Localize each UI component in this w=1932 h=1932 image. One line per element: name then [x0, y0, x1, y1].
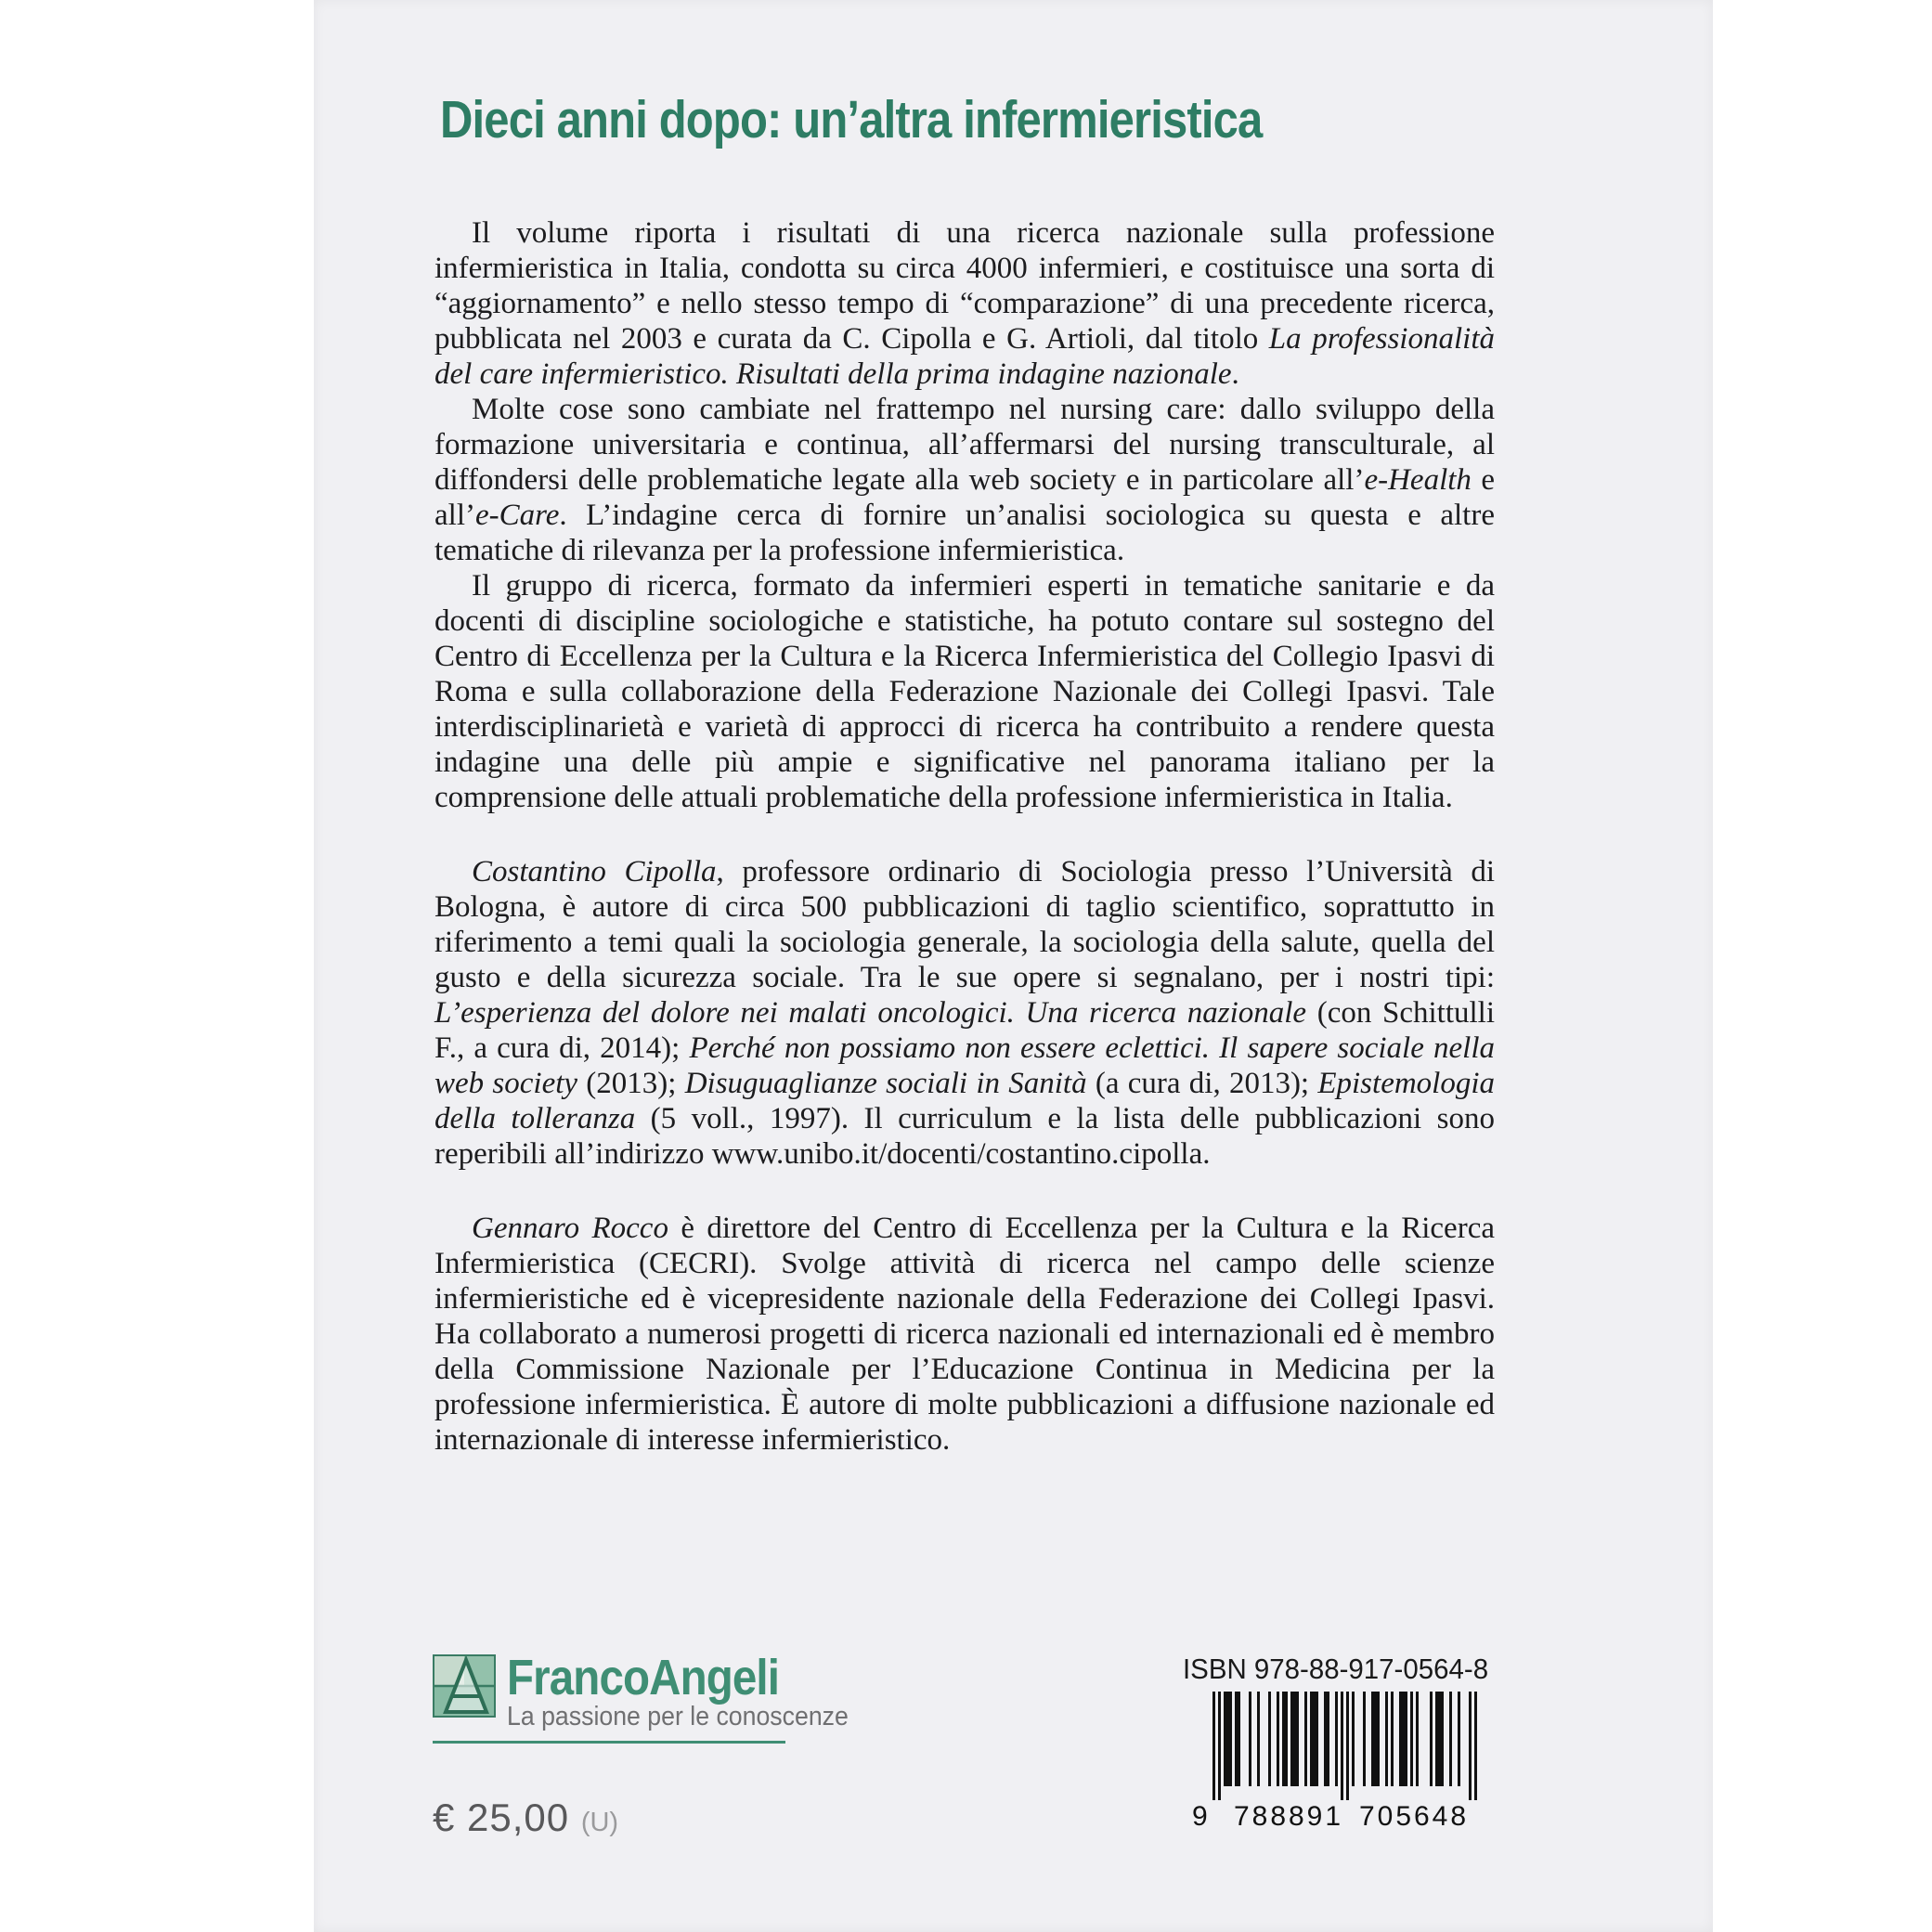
svg-text:9: 9: [1192, 1801, 1208, 1831]
text-run: e all’: [434, 463, 1495, 532]
isbn-label: ISBN 978-88-917-0564-8: [1183, 1653, 1489, 1685]
text-run: Il gruppo di ricerca, formato da infermieri esperti in tematiche sanitarie e da docenti di discipline sociologiche e statistiche, ha potuto contare sul sostegno del Centro di Eccellenza per la Cultura e la Ricerca Infermieristica del Collegio Ipasvi di Roma e sulla collaborazione della Federazione Nazionale dei Collegi Ipasvi. Tale interdisciplinarietà e varietà di approcci di ricerca ha contribuito a rendere questa indagine una delle più ampie e significative nel panorama italiano per la comprensione delle attuali problematiche della professione infermieristica in Italia.: [434, 569, 1495, 814]
italic-text-run: Epistemologia della tolleranza: [434, 1067, 1496, 1135]
book-title: Dieci anni dopo: un’altra infermieristica: [440, 90, 1263, 149]
text-run: .: [1231, 357, 1239, 391]
price-amount: 25,00: [467, 1796, 570, 1839]
text-run: (2013);: [577, 1067, 685, 1100]
publisher-tagline: La passione per le conoscenze: [507, 1702, 849, 1731]
italic-text-run: Disuguaglianze sociali in Sanità: [684, 1067, 1087, 1100]
italic-text-run: e-Health: [1364, 463, 1472, 497]
text-run: (5 voll., 1997). Il curriculum e la lista delle pubblicazioni sono reperibili all’indirizzo www.unibo.it/docenti/costantino.cipolla.: [434, 1102, 1495, 1171]
price-note: (U): [580, 1808, 619, 1837]
blurb-paragraph: [434, 392, 1495, 568]
blurb-text-column: [434, 215, 1495, 1458]
logo-underline: [433, 1741, 785, 1744]
publisher-logo-row: [433, 1650, 878, 1732]
italic-text-run: L’esperienza del dolore nei malati oncologici. Una ricerca nazionale: [434, 996, 1307, 1030]
text-run: (con Schittulli F., a cura di, 2014);: [434, 996, 1495, 1065]
text-run: , professore ordinario di Sociologia presso l’Università di Bologna, è autore di circa 500 pubblicazioni di taglio scientifico, soprattutto in riferimento a temi quali la sociologia generale, la sociologia della salute, quella del gusto e della sicurezza sociale. Tra le sue opere si segnalano, per i nostri tipi:: [434, 855, 1496, 994]
blurb-paragraph: [434, 568, 1495, 815]
publisher-logo-text: [507, 1650, 878, 1732]
italic-text-run: Gennaro Rocco: [472, 1212, 668, 1245]
text-run: Molte cose sono cambiate nel frattempo nel nursing care: dallo sviluppo della formazione universitaria e continua, all’affermarsi del nursing transculturale, al diffondersi delle problematiche legate alla web society e in particolare all’: [434, 393, 1495, 497]
blurb-paragraph: [434, 1211, 1495, 1458]
isbn-block: [1183, 1653, 1517, 1831]
svg-text:788891: 788891: [1234, 1801, 1341, 1831]
text-run: (a cura di, 2013);: [1086, 1067, 1318, 1100]
price-currency: €: [433, 1796, 456, 1839]
publisher-name: FrancoAngeli: [507, 1650, 780, 1705]
francoangeli-logo-icon: [433, 1654, 496, 1718]
italic-text-run: e-Care: [474, 499, 560, 532]
price: [433, 1796, 878, 1840]
text-run: . L’indagine cerca di fornire un’analisi sociologica su questa e altre tematiche di rilevanza per la professione infermieristica.: [434, 499, 1495, 567]
blurb-paragraph: [434, 215, 1495, 392]
ean13-barcode: [1183, 1690, 1498, 1831]
book-back-cover: [314, 0, 1713, 1932]
italic-text-run: Costantino Cipolla: [472, 855, 717, 888]
text-run: è direttore del Centro di Eccellenza per la Cultura e la Ricerca Infermieristica (CECRI). Svolge attività di ricerca nel campo delle scienze infermieristiche ed è vicepresidente nazionale della Federazione dei Collegi Ipasvi. Ha collaborato a numerosi progetti di ricerca nazionali ed internazionali ed è membro della Commissione Nazionale per l’Educazione Continua in Medicina per la professione infermieristica. È autore di molte pubblicazioni a diffusione nazionale ed internazionale di interesse infermieristico.: [434, 1212, 1495, 1457]
text-run: Il volume riporta i risultati di una ricerca nazionale sulla professione infermieristica in Italia, condotta su circa 4000 infermieri, e costituisce una sorta di “aggiornamento” e nello stesso tempo di “comparazione” di una precedente ricerca, pubblicata nel 2003 e curata da C. Cipolla e G. Artioli, dal titolo: [434, 216, 1495, 356]
blurb-paragraph: [434, 854, 1495, 1172]
italic-text-run: Perché non possiamo non essere eclettici. Il sapere sociale nella web society: [434, 1031, 1495, 1100]
svg-text:705648: 705648: [1359, 1801, 1466, 1831]
italic-text-run: La professionalità del care infermieristico. Risultati della prima indagine nazionale: [434, 322, 1495, 391]
publisher-block: [433, 1650, 878, 1840]
